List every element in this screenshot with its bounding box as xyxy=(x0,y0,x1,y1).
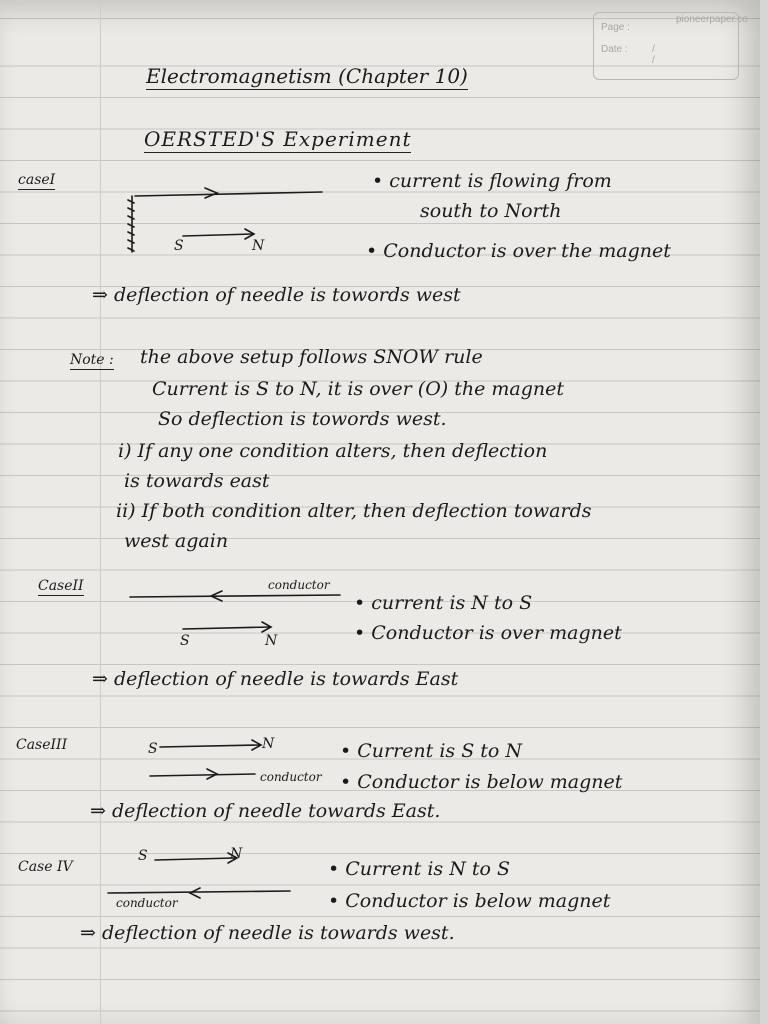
case1-n-label: N xyxy=(252,238,265,254)
case4-result: ⇒ deflection of needle is towards west. xyxy=(80,922,455,944)
case3-point1: • Current is S to N xyxy=(340,740,523,762)
note-item1b: is towards east xyxy=(124,470,270,492)
case4-point1: • Current is N to S xyxy=(328,858,511,880)
case3-conductor-label: conductor xyxy=(260,770,322,784)
case4-point2: • Conductor is below magnet xyxy=(328,890,611,912)
case4-n-label: N xyxy=(230,846,243,862)
case2-point1: • current is N to S xyxy=(354,592,533,614)
case2-magnet-arrow xyxy=(183,627,270,629)
case1-conductor-line xyxy=(135,192,322,196)
brand-text: pioneerpaper.co xyxy=(676,14,748,25)
case1-point1b: south to North xyxy=(420,200,562,222)
note-item2a: ii) If both condition alter, then deflection towards xyxy=(116,500,592,522)
case2-result: ⇒ deflection of needle is towards East xyxy=(92,668,459,690)
case4-conductor-arrowhead xyxy=(190,888,200,898)
case3-s-label: S xyxy=(148,741,158,757)
case2-s-label: S xyxy=(180,633,190,649)
page-title: Electromagnetism (Chapter 10) xyxy=(146,64,468,88)
case4-magnet-arrow xyxy=(155,858,235,860)
case1-conductor-arrowhead xyxy=(205,188,217,198)
case3-conductor-line xyxy=(150,774,255,776)
experiment-heading: OERSTED'S Experiment xyxy=(144,127,412,151)
case3-point2: • Conductor is below magnet xyxy=(340,771,623,793)
case1-s-label: S xyxy=(174,238,184,254)
note-line1: the above setup follows SNOW rule xyxy=(140,346,483,368)
case1-result: ⇒ deflection of needle is towords west xyxy=(92,284,461,306)
case1-point1a: • current is flowing from xyxy=(372,170,612,192)
case3-conductor-arrowhead xyxy=(207,769,217,779)
date-slashes: / / xyxy=(652,44,695,66)
case4-label: Case IV xyxy=(18,859,73,875)
case4-conductor-label: conductor xyxy=(116,896,178,910)
case1-magnet-arrow xyxy=(183,234,253,236)
case1-point2: • Conductor is over the magnet xyxy=(366,240,671,262)
case2-label: CaseII xyxy=(38,578,84,594)
case3-magnet-arrow xyxy=(160,745,260,747)
date-label: Date : xyxy=(601,44,628,55)
note-item2b: west again xyxy=(124,530,229,552)
case2-n-label: N xyxy=(265,633,278,649)
case1-label: caseI xyxy=(18,172,56,188)
case2-conductor-line xyxy=(130,595,340,597)
case3-label: CaseIII xyxy=(16,737,68,753)
note-item1a: i) If any one condition alters, then deflection xyxy=(118,440,548,462)
case4-conductor-line xyxy=(108,891,290,893)
case4-s-label: S xyxy=(138,848,148,864)
note-line2: Current is S to N, it is over (O) the magnet xyxy=(152,378,564,400)
case2-point2: • Conductor is over magnet xyxy=(354,622,622,644)
note-label: Note : xyxy=(70,352,114,368)
case3-result: ⇒ deflection of needle towards East. xyxy=(90,800,441,822)
note-line3: So deflection is towords west. xyxy=(158,408,447,430)
case3-n-label: N xyxy=(262,736,275,752)
case2-conductor-label: conductor xyxy=(268,578,330,592)
page-label: Page : xyxy=(601,22,630,33)
case1-hatch xyxy=(128,200,134,251)
